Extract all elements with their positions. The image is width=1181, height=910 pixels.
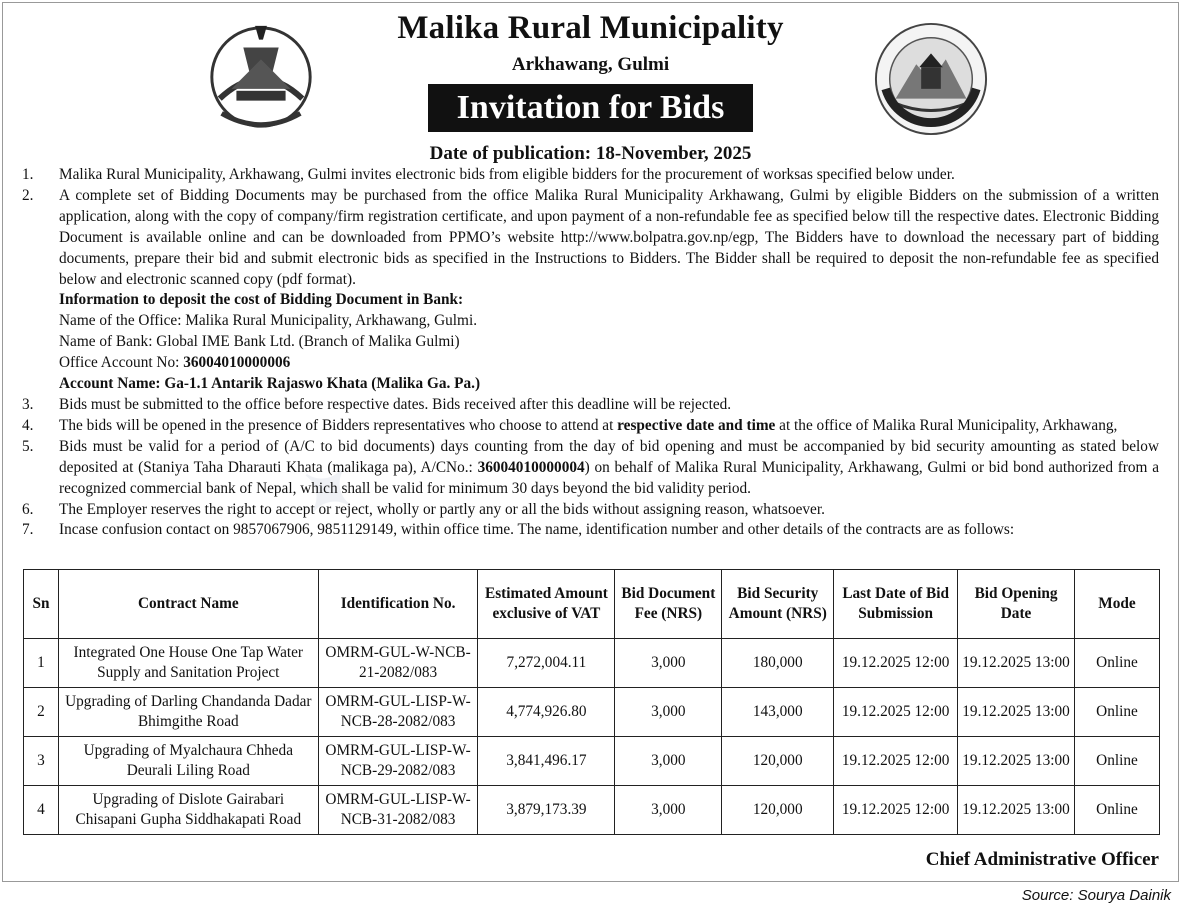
clause-text: Bids must be submitted to the office before respective dates. Bids received after this deadline will be rejected. (59, 395, 732, 413)
cell-sn: 1 (24, 639, 59, 688)
col-estimated-amount: Estimated Amount exclusive of VAT (478, 570, 615, 639)
cell-bid-security: 120,000 (722, 737, 834, 786)
clause-text: Bids must be valid for a period of (A/C to bid documents) days counting from the day of bid opening and must be accompanied by bid security amounting as stated below deposited at (Staniya Taha Dharauti Khata (malikaga pa), A/CNo.: 36004010000004) on behalf of Malika Rural Municipality, Arkhawang, Gulmi or bid bond authorized from a recognized commercial bank of Nepal, which shall be valid for minimum 30 days beyond the bid validity period. (59, 437, 1159, 497)
cell-document-fee: 3,000 (615, 688, 722, 737)
clause-number: 7. (22, 521, 34, 539)
cell-estimated-amount: 7,272,004.11 (478, 639, 615, 688)
clause-5 (22, 437, 1159, 500)
cell-mode: Online (1075, 688, 1160, 737)
notice-body (22, 165, 1159, 541)
col-bid-security: Bid Security Amount (NRS) (722, 570, 834, 639)
table-header-row (24, 570, 1160, 639)
bank-name-line: Name of Bank: Global IME Bank Ltd. (Branch of Malika Gulmi) (59, 333, 460, 351)
table-row (24, 737, 1160, 786)
watermark: ✦ (280, 444, 379, 538)
col-last-date: Last Date of Bid Submission (834, 570, 958, 639)
cell-contract-name: Upgrading of Darling Chandanda Dadar Bhimgithe Road (58, 688, 318, 737)
cell-opening-date: 19.12.2025 13:00 (958, 688, 1075, 737)
cell-identification: OMRM-GUL-W-NCB-21-2082/083 (318, 639, 478, 688)
cell-estimated-amount: 3,879,173.39 (478, 786, 615, 835)
cell-document-fee: 3,000 (615, 786, 722, 835)
clause-number: 3. (22, 395, 34, 413)
cell-last-date: 19.12.2025 12:00 (834, 737, 958, 786)
cell-opening-date: 19.12.2025 13:00 (958, 786, 1075, 835)
clause-1 (22, 165, 1159, 186)
clause-4 (22, 416, 1159, 437)
clause-6 (22, 500, 1159, 521)
cell-mode: Online (1075, 786, 1160, 835)
clause-7 (22, 520, 1159, 541)
col-opening-date: Bid Opening Date (958, 570, 1075, 639)
cell-mode: Online (1075, 737, 1160, 786)
clause-text: The Employer reserves the right to accept or reject, wholly or partly any or all the bids without assigning reason, whatsoever. (59, 500, 825, 518)
col-sn: Sn (24, 570, 59, 639)
cell-estimated-amount: 3,841,496.17 (478, 737, 615, 786)
cell-bid-security: 180,000 (722, 639, 834, 688)
col-identification: Identification No. (318, 570, 478, 639)
cell-sn: 3 (24, 737, 59, 786)
clause-text: The bids will be opened in the presence of Bidders representatives who choose to attend at respective date and time at the office of Malika Rural Municipality, Arkhawang, (59, 416, 1118, 434)
cell-sn: 2 (24, 688, 59, 737)
clause-number: 1. (22, 166, 34, 183)
contracts-table (23, 569, 1160, 835)
clause-number: 4. (22, 416, 34, 434)
cell-contract-name: Integrated One House One Tap Water Supply and Sanitation Project (58, 639, 318, 688)
cell-estimated-amount: 4,774,926.80 (478, 688, 615, 737)
clause-2 (22, 186, 1159, 291)
invitation-banner: Invitation for Bids (428, 84, 753, 132)
cell-last-date: 19.12.2025 12:00 (834, 639, 958, 688)
source-credit: Source: Sourya Dainik (1021, 887, 1171, 904)
cell-identification: OMRM-GUL-LISP-W-NCB-31-2082/083 (318, 786, 478, 835)
cell-sn: 4 (24, 786, 59, 835)
cell-document-fee: 3,000 (615, 737, 722, 786)
municipality-location: Arkhawang, Gulmi (511, 54, 670, 75)
bank-info-heading: Information to deposit the cost of Bidding Document in Bank: (59, 291, 464, 309)
cell-last-date: 19.12.2025 12:00 (834, 688, 958, 737)
clause-text: Malika Rural Municipality, Arkhawang, Gulmi invites electronic bids from eligible bidders for the procurement of worksas specified below under. (59, 166, 955, 183)
cell-bid-security: 143,000 (722, 688, 834, 737)
publication-date: Date of publication: 18-November, 2025 (429, 143, 752, 164)
clause-number: 6. (22, 500, 34, 518)
table-row (24, 639, 1160, 688)
cell-document-fee: 3,000 (615, 639, 722, 688)
cell-bid-security: 120,000 (722, 786, 834, 835)
clause-text: A complete set of Bidding Documents may be purchased from the office Malika Rural Municipality Arkhawang, Gulmi by eligible Bidders on the submission of a written application, along with the copy of company/firm registration certificate, and upon payment of a non-refundable fee as specified below till the respective dates. Electronic Bidding Document is available online and can be downloaded from PPMO’s website http://www.bolpatra.gov.np/egp, The Bidders have to download the necessary part of bidding documents, prepare their bid and submit electronic bids as specified in the Instructions to Bidders. The Bidder shall be required to deposit the non-refundable fee as specified below and electronic scanned copy (pdf format). (59, 186, 1159, 288)
cell-contract-name: Upgrading of Dislote Gairabari Chisapani Gupha Siddhakapati Road (58, 786, 318, 835)
account-name-line: Account Name: Ga-1.1 Antarik Rajaswo Khata (Malika Ga. Pa.) (59, 375, 481, 393)
clause-number: 2. (22, 186, 34, 204)
cell-opening-date: 19.12.2025 13:00 (958, 737, 1075, 786)
signatory: Chief Administrative Officer (925, 849, 1159, 870)
cell-identification: OMRM-GUL-LISP-W-NCB-28-2082/083 (318, 688, 478, 737)
cell-identification: OMRM-GUL-LISP-W-NCB-29-2082/083 (318, 737, 478, 786)
col-mode: Mode (1075, 570, 1160, 639)
col-contract-name: Contract Name (58, 570, 318, 639)
cell-contract-name: Upgrading of Myalchaura Chheda Deurali Liling Road (58, 737, 318, 786)
clause-text: Incase confusion contact on 9857067906, 9851129149, within office time. The name, identification number and other details of the contracts are as follows: (59, 521, 1015, 539)
cell-mode: Online (1075, 639, 1160, 688)
cell-last-date: 19.12.2025 12:00 (834, 786, 958, 835)
account-number-line: Office Account No: 36004010000006 (59, 354, 291, 372)
col-document-fee: Bid Document Fee (NRS) (615, 570, 722, 639)
municipality-title: Malika Rural Municipality (397, 10, 784, 46)
clause-number: 5. (22, 437, 34, 455)
office-name-line: Name of the Office: Malika Rural Municipality, Arkhawang, Gulmi. (59, 312, 478, 330)
table-row (24, 786, 1160, 835)
cell-opening-date: 19.12.2025 13:00 (958, 639, 1075, 688)
clause-3 (22, 395, 1159, 416)
account-number: 36004010000006 (183, 354, 291, 372)
table-row (24, 688, 1160, 737)
